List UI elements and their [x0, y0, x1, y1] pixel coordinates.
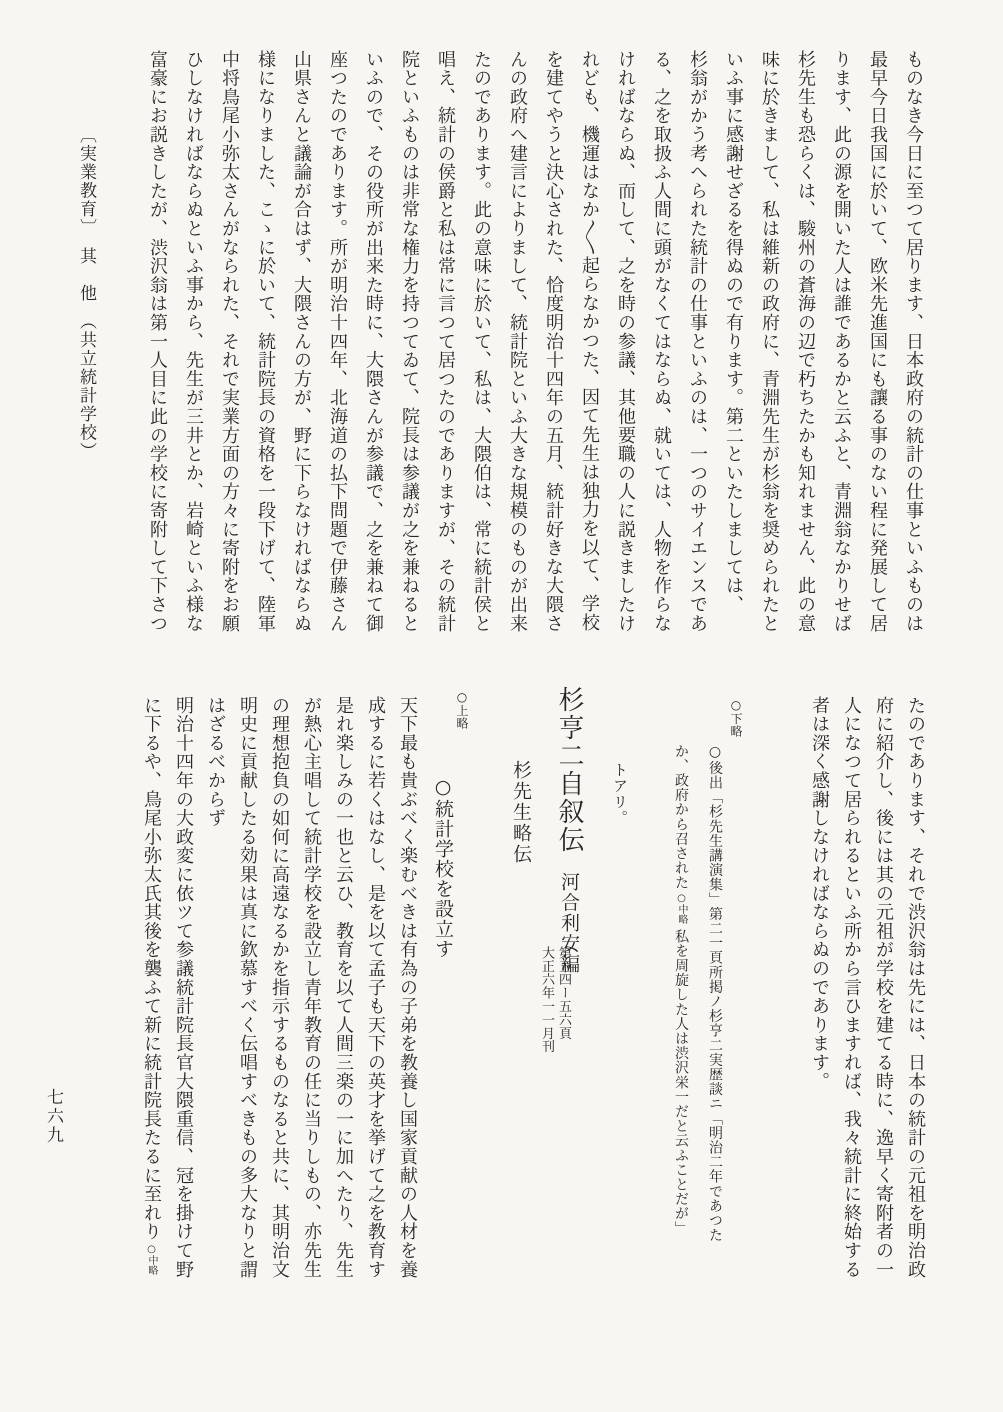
text-column: ものなき今日に至つて居ります、日本政府の統計の仕事といふものは	[903, 50, 924, 633]
text-column: 最早今日我国に於いて、欧米先進国にも讓る事のない程に発展して居	[867, 50, 888, 633]
text-column: 山県さんと議論が合はず、大隈さんの方が、野に下らなければならぬ	[291, 50, 312, 633]
main-text-block	[135, 696, 423, 1298]
text-column: ひしなければならぬといふ事から、先生が三井とか、岩崎といふ様な	[183, 50, 204, 633]
margin-section-header: 〔実業教育〕 其 他 （共立統計学校）	[76, 126, 96, 461]
text-column: 富豪にお説きしたが、渋沢翁は第一人目に此の学校に寄附して下さつ	[147, 50, 168, 633]
annotation-closing: トアリ。	[611, 762, 629, 826]
text-column: る、之を取扱ふ人間に頭がなくてはならぬ、就いては、人物を作らな	[651, 50, 672, 633]
section-subtitle: 杉先生略伝	[510, 760, 532, 865]
text-column: 明史に貢献したる効果は真に欽慕すべく伝唱すべきもの多大なりと謂	[237, 696, 258, 1279]
section-editor: 河合利安編	[558, 872, 580, 975]
text-column: はざるべからず	[205, 696, 226, 828]
text-column: を建てやうと決心された、恰度明治十四年の五月、統計好きな大隈さ	[543, 50, 564, 633]
text-column	[135, 696, 167, 1298]
citation-pages: 第五四ー五六頁	[556, 946, 571, 1040]
omission-note-middle: ○中略	[676, 893, 687, 924]
text-column: れども、機運はなか〱起らなかつた、因て先生は独力を以て、学校	[579, 50, 600, 632]
text-column: 成するに若くはなし、是を以て孟子も天下の英才を挙げて之を教育す	[365, 696, 386, 1279]
text-column: 座つたのであります。所が明治十四年、北海道の払下問題で伊藤さん	[327, 50, 348, 633]
editorial-annotation	[664, 744, 731, 1384]
text-column: 杉翁がかう考へられた統計の仕事といふのは、一つのサイエンスであ	[687, 50, 708, 633]
text-column: 明治十四年の大政変に依ツて参議統計院長官大隈重信、冠を掛けて野	[173, 696, 194, 1279]
text-column: 味に於きまして、私は維新の政府に、青淵先生が杉翁を奨められたと	[759, 50, 780, 633]
text-column: が熱心主唱して統計学校を設立し青年教育の任に当りしもの、亦先生	[301, 696, 322, 1279]
page-number: 七六九	[43, 1088, 63, 1145]
citation-block	[538, 946, 572, 1076]
annotation-column	[664, 744, 698, 1384]
annotation-text: か、政府から召された	[673, 744, 689, 890]
omission-note-bottom: ○下略	[729, 698, 743, 738]
text-column: の理想抱負の如何に高遠なるかを指示するものなると共に、其明治文	[269, 696, 290, 1279]
citation-date: 大正六年一一月刊	[539, 946, 554, 1054]
section-title: 杉亨二自叙伝	[554, 686, 584, 854]
text-column: 者は深く感謝しなければならぬのであります。	[809, 696, 830, 1091]
text-column: たのであります、それで渋沢翁は先には、日本の統計の元祖を明治政	[905, 696, 926, 1279]
text-column: 人になつて居られるといふ所から言ひますれば、我々統計に終始する	[841, 696, 862, 1279]
text-column: ります、此の源を開いた人は誰であるかと云ふと、青淵翁なかりせば	[831, 50, 852, 633]
text-column: ければならぬ、而して、之を時の参議、其他要職の人に説きましたけ	[615, 50, 636, 633]
text-column: いふ事に感謝せざるを得ぬので有ります。第二といたしましては、	[723, 50, 744, 614]
annotation-column: ○後出「杉先生講演集」第二一頁所掲ノ杉亨二実歴談ニ「明治二年であつた	[707, 744, 723, 1243]
top-text-block	[139, 50, 931, 652]
omission-note-middle: ○中略	[146, 1244, 157, 1276]
text-column: 府に紹介し、後には其の元祖が学校を建てる時に、逸早く寄附者の一	[873, 696, 894, 1279]
text-column: 是れ楽しみの一也と云ひ、教育を以て人間三楽の一に加へたり、先生	[333, 696, 354, 1279]
text-column: 天下最も貴ぶべく楽むべきは有為の子弟を教養し国家貢献の人材を養	[397, 696, 418, 1279]
text-run: に下るや、鳥尾小弥太氏其後を襲ふて新に統計院長たるに至れり	[141, 696, 162, 1242]
text-column: 杉先生も恐らくは、駿州の蒼海の辺で朽ちたかも知れません、此の意	[795, 50, 816, 633]
omission-note-top: ○上略	[455, 690, 469, 730]
text-column: んの政府へ建言によりまして、統計院といふ大きな規模のものが出来	[507, 50, 528, 633]
text-column: 中将鳥尾小弥太さんがなられた、それで実業方面の方々に寄附をお願	[219, 50, 240, 633]
continuation-text-block	[803, 696, 931, 1298]
text-column: 様になりました、こゝに於いて、統計院長の資格を一段下げて、陸軍	[255, 50, 276, 633]
text-column: 院といふものは非常な権力を持つてゐて、院長は参議が之を兼ねると	[399, 50, 420, 633]
text-column: 唱え、統計の侯爵と私は常に言つて居つたのでありますが、その統計	[435, 50, 456, 633]
chapter-heading: ○統計学校を設立す	[432, 776, 454, 959]
text-column: たのであります。此の意味に於いて、私は、大隈伯は、常に統計侯と	[471, 50, 492, 633]
text-column: いふので、その役所が出来た時に、大隈さんが参議で、之を兼ねて御	[363, 50, 384, 633]
annotation-text: 私を周旋した人は渋沢栄一だと云ふことだが」	[673, 929, 689, 1236]
